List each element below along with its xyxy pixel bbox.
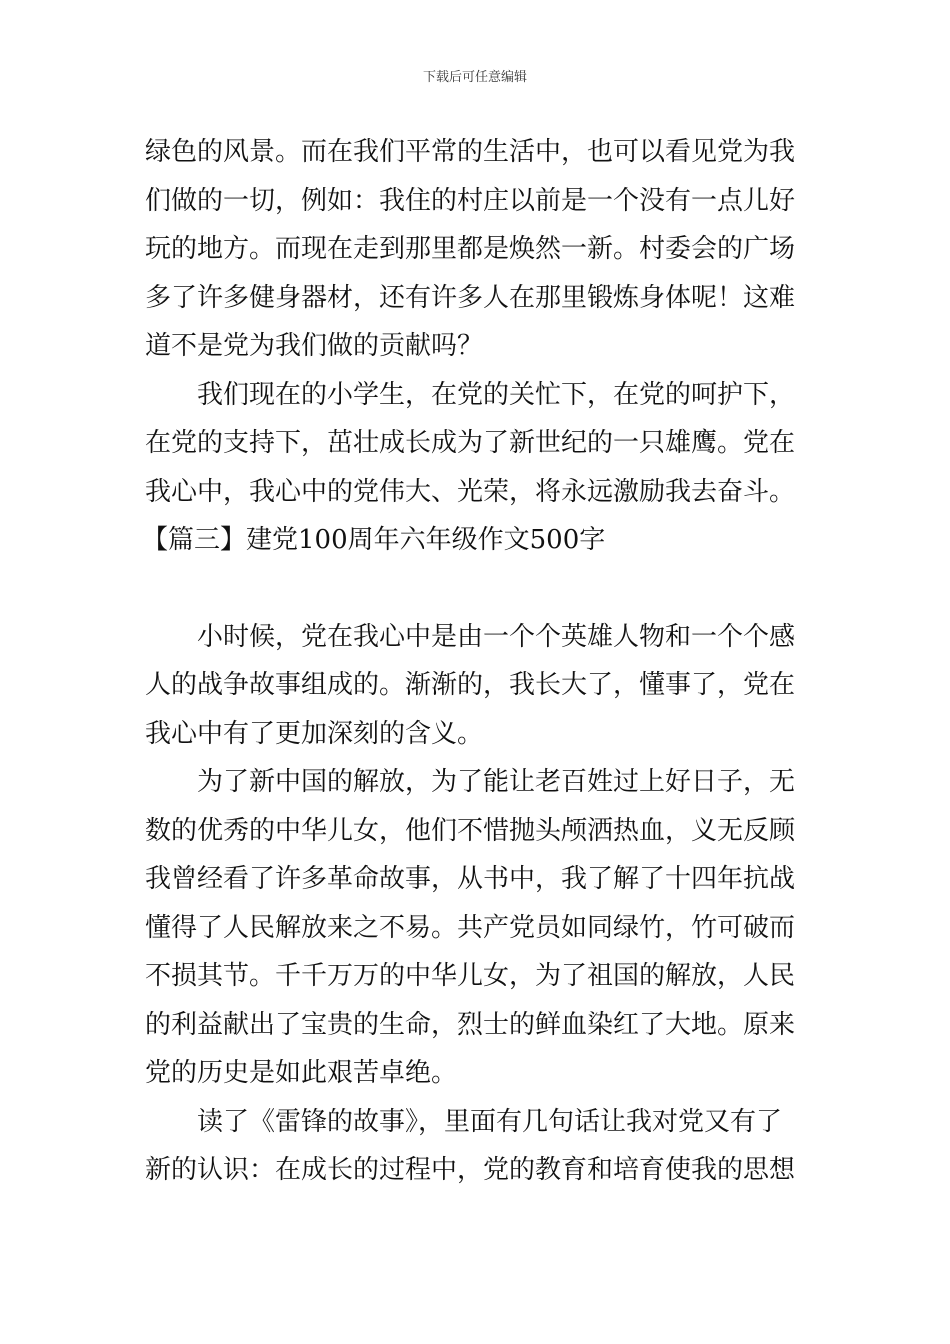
text-line: 新的认识：在成长的过程中，党的教育和培育使我的思想 [145, 1155, 796, 1185]
text-line: 党的历史是如此艰苦卓绝。 [145, 1058, 458, 1088]
heading-text: 【篇三】建党100周年六年级作文500字 [142, 525, 606, 555]
text-line: 数的优秀的中华儿女，他们不惜抛头颅洒热血，义无反顾 [145, 815, 796, 846]
text-line: 人的战争故事组成的。渐渐的，我长大了，懂事了，党在 [145, 670, 796, 700]
text-line: 的利益献出了宝贵的生命，烈士的鲜血染红了大地。原来 [145, 1009, 796, 1040]
page-header-note: 下载后可任意编辑 [422, 70, 527, 85]
document-body [142, 128, 810, 1195]
text-line: 多了许多健身器材，还有许多人在那里锻炼身体呢！这难 [145, 282, 796, 313]
paragraph-1 [145, 128, 810, 371]
text-line: 绿色的风景。而在我们平常的生活中，也可以看见党为我 [145, 137, 796, 167]
paragraph-3 [145, 613, 810, 759]
text-line: 我心中有了更加深刻的含义。 [145, 718, 484, 749]
text-line: 我心中，我心中的党伟大、光荣，将永远激励我去奋斗。 [145, 476, 796, 507]
paragraph-5 [145, 1098, 810, 1195]
text-line: 为了新中国的解放，为了能让老百姓过上好日子，无 [197, 767, 796, 797]
paragraph-4 [145, 758, 810, 1098]
section-heading [142, 516, 810, 565]
text-line: 读了《雷锋的故事》，里面有几句话让我对党又有了 [197, 1106, 783, 1137]
text-line: 我曾经看了许多革命故事，从书中，我了解了十四年抗战 [145, 864, 796, 894]
text-line: 道不是党为我们做的贡献吗？ [145, 331, 484, 361]
text-line: 懂得了人民解放来之不易。共产党员如同绿竹，竹可破而 [145, 912, 796, 943]
text-line: 我们现在的小学生，在党的关忙下，在党的呵护下， [197, 379, 796, 410]
text-line: 在党的支持下，茁壮成长成为了新世纪的一只雄鹰。党在 [145, 428, 796, 458]
text-line: 玩的地方。而现在走到那里都是焕然一新。村委会的广场 [145, 234, 796, 264]
text-line: 小时候，党在我心中是由一个个英雄人物和一个个感 [197, 621, 796, 652]
text-line: 们做的一切，例如：我住的村庄以前是一个没有一点儿好 [145, 185, 796, 216]
text-line: 不损其节。千千万万的中华儿女，为了祖国的解放，人民 [145, 961, 796, 991]
paragraph-2 [145, 371, 810, 517]
blank-gap [145, 565, 810, 613]
